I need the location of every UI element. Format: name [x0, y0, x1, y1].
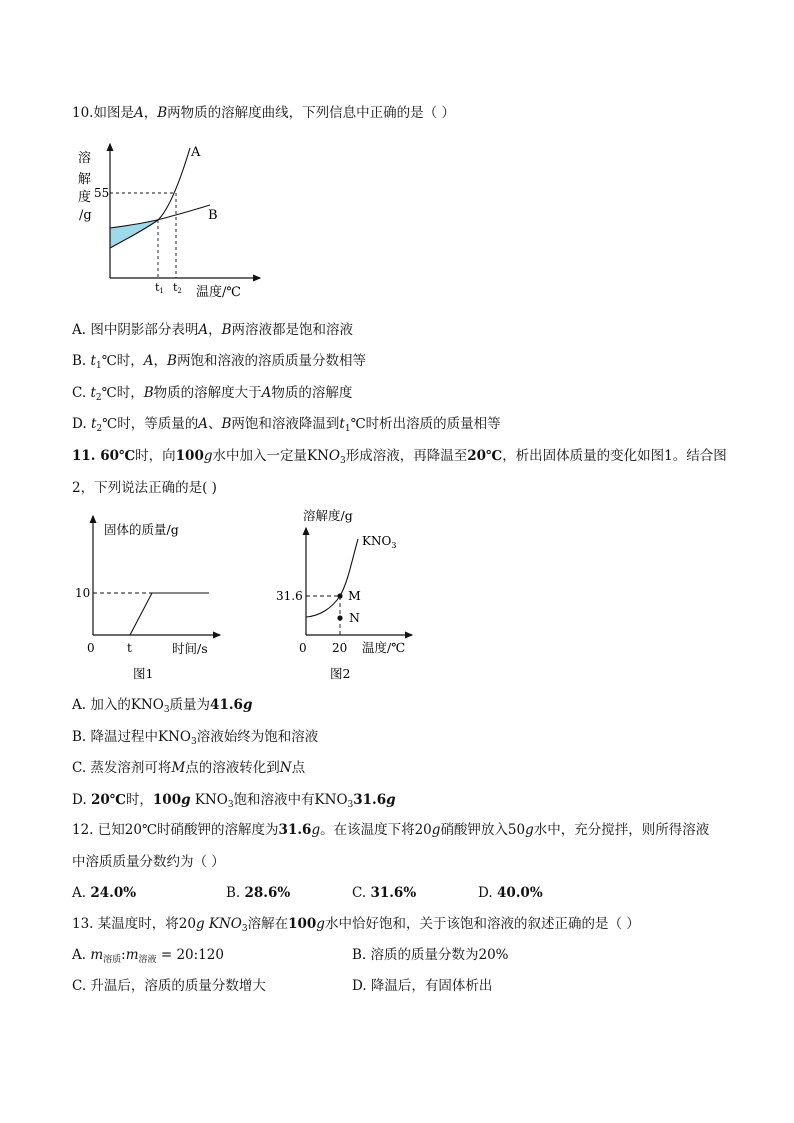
q13-stem: 13. 某温度时，将20g $KNO_3$溶解在100g水中恰好饱和，关于该饱和溶液的叙述正确的是（ ）: [72, 916, 640, 934]
fig2-caption: 图2: [330, 666, 351, 681]
fig1-curve: [130, 593, 209, 635]
q12-option-c[interactable]: C. 31.6%: [352, 885, 417, 901]
fig2-ylabel: 溶解度/g: [303, 508, 353, 523]
q10-stem: 10.如图是A，B两物质的溶解度曲线，下列信息中正确的是（ ）: [72, 105, 455, 121]
fig2-point-n: [337, 615, 342, 620]
fig2-origin: 0: [299, 641, 307, 655]
ylabel-3: 度: [78, 190, 92, 205]
q10-solubility-figure: [72, 138, 272, 303]
q13-option-a[interactable]: A. $m_{溶质}:m_{溶液}$ = 20:120: [72, 947, 224, 965]
fig1-origin: 0: [87, 641, 95, 655]
q11-option-a[interactable]: A. 加入的$KNO_3$质量为41.6g: [72, 697, 253, 715]
curve-b-label: B: [208, 208, 218, 223]
fig1-caption: 图1: [133, 666, 154, 681]
q11-option-b[interactable]: B. 降温过程中$KNO_3$溶液始终为饱和溶液: [72, 729, 319, 747]
q10-option-a[interactable]: A. 图中阴影部分表明A，B两溶液都是饱和溶液: [72, 322, 354, 338]
fig2-point-m: [337, 593, 342, 598]
q13-option-c[interactable]: C. 升温后，溶质的质量分数增大: [72, 978, 266, 994]
xlabel: 温度/℃: [196, 285, 241, 300]
q11-figure-1: [72, 512, 232, 687]
ylabel-2: 解: [78, 172, 92, 187]
q10-option-d[interactable]: D. $t_2℃$时，等质量的A、B两饱和溶液降温到$t_1℃$时析出溶质的质量相等: [72, 416, 501, 434]
fig1-ylabel: 固体的质量/g: [104, 522, 179, 537]
fig2-tick-20: 20: [332, 641, 348, 655]
fig1-tick-t: t: [127, 641, 132, 655]
fig2-label-n: N: [349, 610, 360, 625]
q12-option-a[interactable]: A. 24.0%: [72, 885, 137, 901]
q11-stem-line2: 2，下列说法正确的是( ): [72, 480, 217, 496]
q11-figure-2: [272, 504, 422, 687]
q13-option-b[interactable]: B. 溶质的质量分数为20%: [352, 947, 509, 963]
ylabel-4: /g: [79, 208, 92, 223]
q10-option-c[interactable]: C. $t_2℃$时，B物质的溶解度大于A物质的溶解度: [72, 385, 353, 403]
q13-option-d[interactable]: D. 降温后，有固体析出: [352, 978, 493, 994]
fig1-xlabel: 时间/s: [172, 641, 208, 656]
fig2-kno3-curve: [306, 539, 358, 617]
q10-option-b[interactable]: B. $t_1℃$时，A，B两饱和溶液的溶质质量分数相等: [72, 353, 366, 371]
fig2-xlabel: 温度/℃: [362, 640, 406, 655]
fig2-series-label: $KNO_3$: [362, 534, 397, 550]
q11-option-d[interactable]: D. 20℃时，100g $KNO_3$饱和溶液中有$KNO_331.6g$: [72, 792, 396, 810]
curve-b: [110, 205, 210, 228]
fig2-tick-316: 31.6: [276, 589, 303, 603]
tick-55: 55: [94, 186, 110, 200]
fig1-tick-10: 10: [75, 586, 91, 600]
q11-option-c[interactable]: C. 蒸发溶剂可将M点的溶液转化到N点: [72, 760, 306, 776]
q12-stem-line2: 中溶质质量分数约为（ ）: [72, 854, 225, 870]
q11-stem-line1: 11. 60℃时，向100g水中加入一定量$KNO_3$形成溶液，再降温至20℃，析出固体质量的变化如图1。结合图: [72, 448, 727, 466]
curve-a-label: A: [191, 145, 201, 160]
tick-t1: t1: [155, 281, 164, 295]
q12-stem-line1: 12. 已知20℃时硝酸钾的溶解度为31.6g。在该温度下将20g硝酸钾放入50g水中，充分搅拌，则所得溶液: [72, 822, 710, 838]
q12-option-b[interactable]: B. 28.6%: [226, 885, 291, 901]
q12-option-d[interactable]: D. 40.0%: [478, 885, 543, 901]
ylabel-1: 溶: [78, 151, 92, 166]
fig2-label-m: M: [348, 588, 361, 603]
tick-t2: t2: [173, 281, 182, 295]
